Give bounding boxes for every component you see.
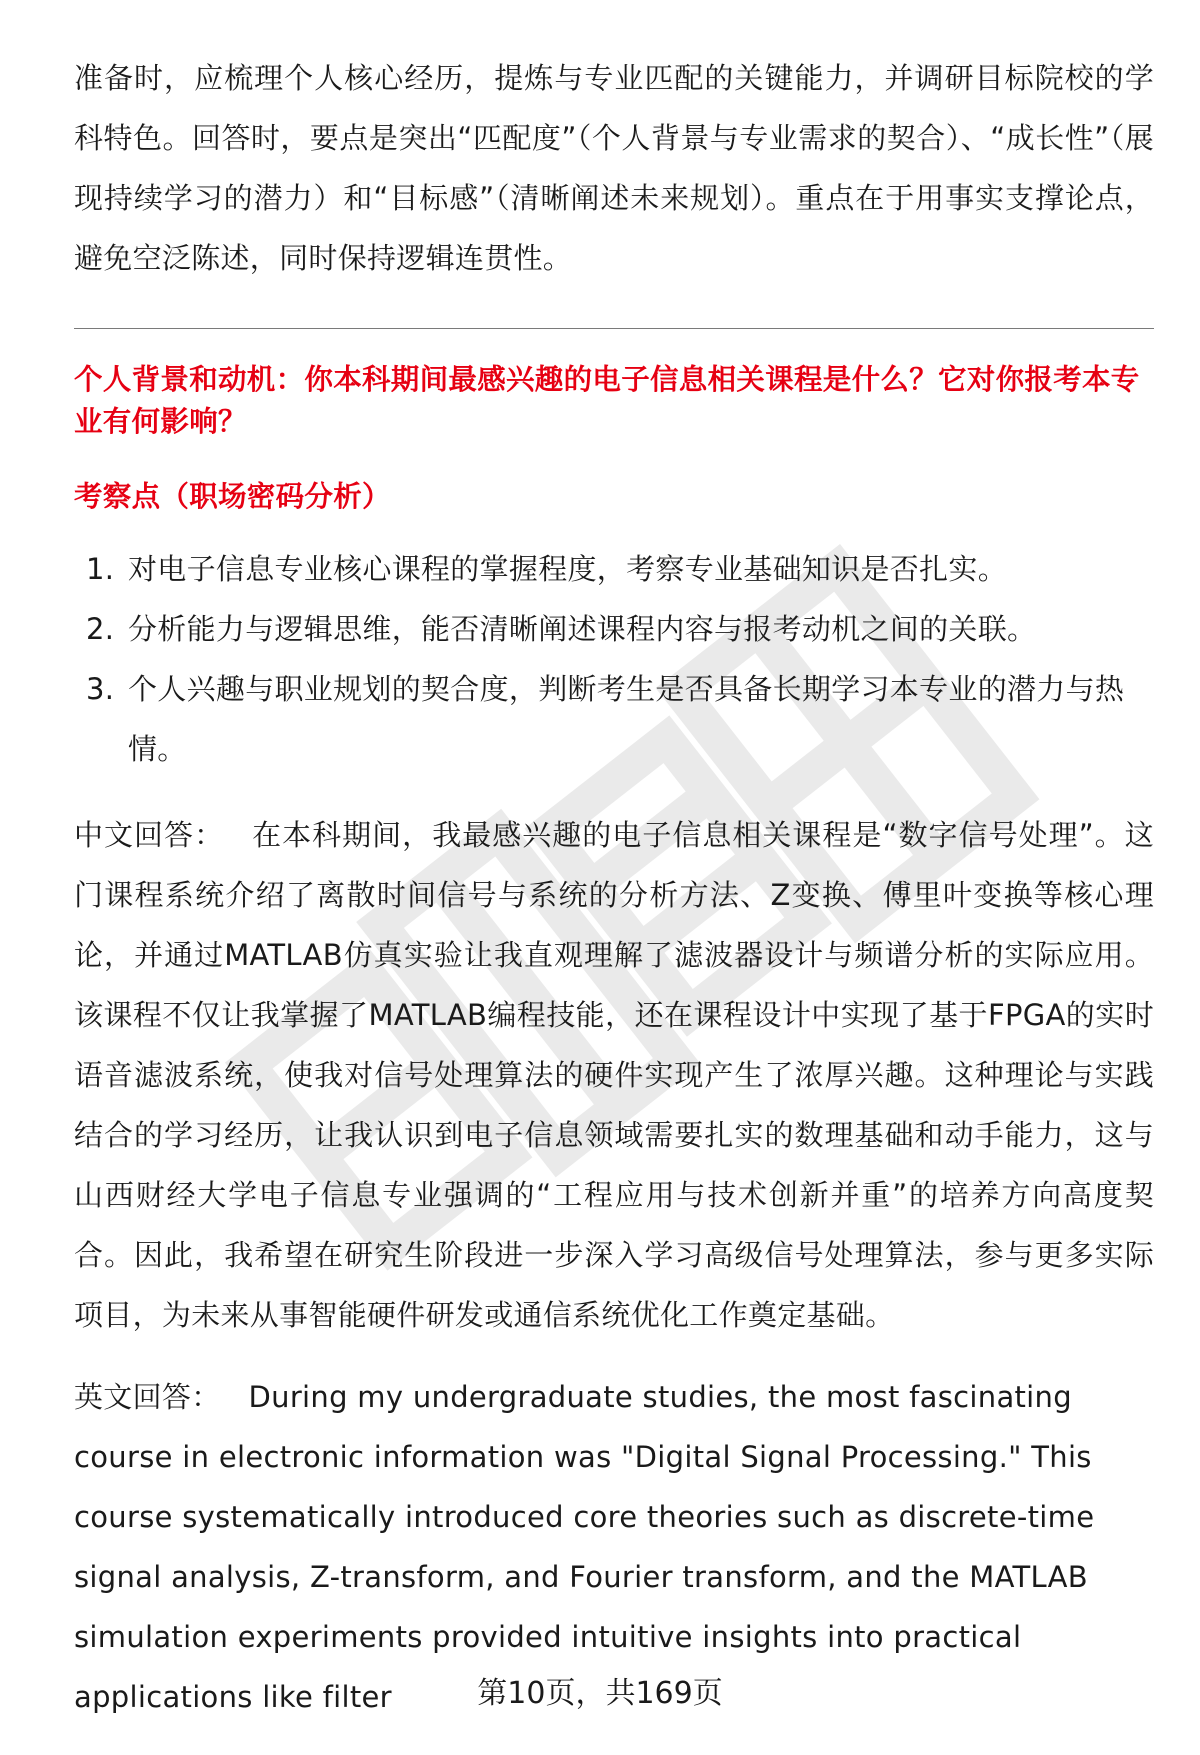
list-item-text: 对电子信息专业核心课程的掌握程度，考察专业基础知识是否扎实。 (128, 552, 1008, 586)
chinese-answer-label: 中文回答： (74, 818, 225, 852)
list-item-text: 个人兴趣与职业规划的契合度，判断考生是否具备长期学习本专业的潜力与热情。 (128, 672, 1125, 766)
chinese-answer (74, 805, 1154, 1345)
assessment-heading: 考察点（职场密码分析） (74, 480, 391, 513)
document-page (74, 48, 1154, 1727)
page-footer: 第10页，共169页 (477, 1676, 723, 1711)
assessment-list (74, 539, 1154, 779)
list-item-number: 1. (86, 552, 115, 586)
list-item-number: 2. (86, 612, 115, 646)
question-title: 个人背景和动机：你本科期间最感兴趣的电子信息相关课程是什么？它对你报考本专业有何影响？ (74, 363, 1140, 438)
english-answer-label: 英文回答： (74, 1380, 221, 1414)
section-divider (74, 328, 1154, 329)
list-item (74, 599, 1154, 659)
english-answer-text: During my undergraduate studies, the most fascinating course in electronic information was "Digital Signal Processing." This course systematically introduced core theories such as discrete-time signal analysis, Z-transform, and Fourier transform, and the MATLAB simulation experiments provided intuitive insights into practical applications like filter (74, 1380, 1095, 1714)
list-item (74, 659, 1154, 779)
list-item-text: 分析能力与逻辑思维，能否清晰阐述课程内容与报考动机之间的关联。 (128, 612, 1037, 646)
chinese-answer-text: 在本科期间，我最感兴趣的电子信息相关课程是“数字信号处理”。这门课程系统介绍了离散时间信号与系统的分析方法、Z变换、傅里叶变换等核心理论，并通过MATLAB仿真实验让我直观理解了滤波器设计与频谱分析的实际应用。该课程不仅让我掌握了MATLAB编程技能，还在课程设计中实现了基于FPGA的实时语音滤波系统，使我对信号处理算法的硬件实现产生了浓厚兴趣。这种理论与实践结合的学习经历，让我认识到电子信息领域需要扎实的数理基础和动手能力，这与山西财经大学电子信息专业强调的“工程应用与技术创新并重”的培养方向高度契合。因此，我希望在研究生阶段进一步深入学习高级信号处理算法，参与更多实际项目，为未来从事智能硬件研发或通信系统优化工作奠定基础。 (74, 818, 1154, 1332)
list-item (74, 539, 1154, 599)
list-item-number: 3. (86, 672, 115, 706)
intro-paragraph: 准备时，应梳理个人核心经历，提炼与专业匹配的关键能力，并调研目标院校的学科特色。回答时，要点是突出“匹配度”（个人背景与专业需求的契合）、“成长性”（展现持续学习的潜力）和“目标感”（清晰阐述未来规划）。重点在于用事实支撑论点，避免空泛陈述，同时保持逻辑连贯性。 (74, 61, 1154, 275)
